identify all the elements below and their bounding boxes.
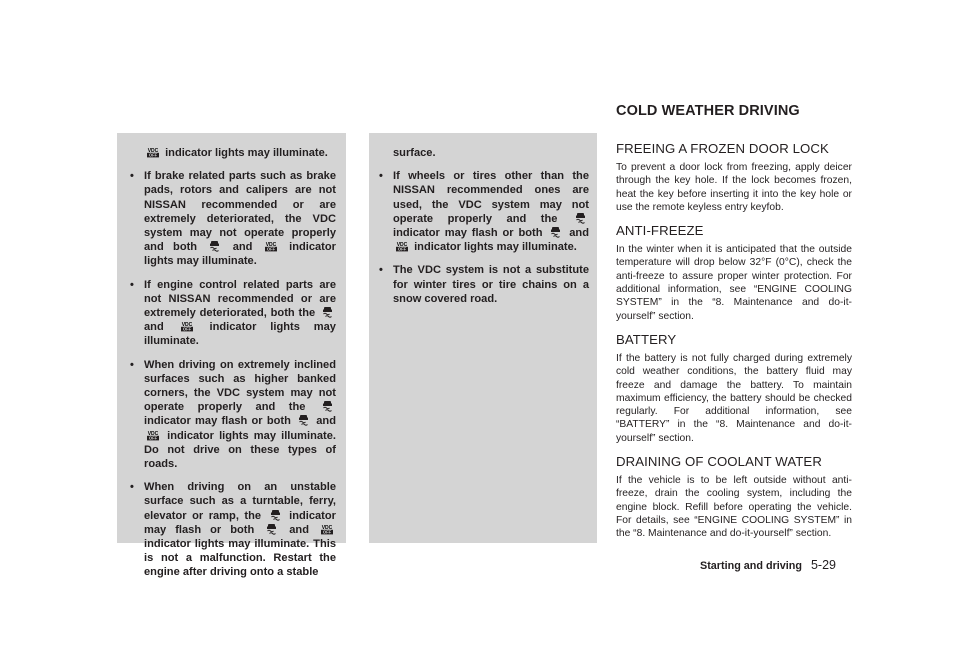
warning-text: If brake related parts such as brake pads, rotors and calipers are not NISSAN recommended or are extremely deteriorated, the VDC system may not operate properly and both xyxy=(144,170,336,254)
warning-paragraph xyxy=(379,146,589,160)
vdc-off-icon xyxy=(146,430,160,441)
subsection-heading: FREEING A FROZEN DOOR LOCK xyxy=(616,141,829,156)
slip-indicator-icon xyxy=(265,523,278,535)
warning-text: indicator lights may illuminate. xyxy=(414,241,577,254)
subsection-body: If the vehicle is to be left outside without anti-freeze, drain the cooling system, including the engine block. Refill before operating the vehicle. For details, see “ENGINE COOLING SYSTEM” in the “8. Maintenance and do-it-yourself” section. xyxy=(616,475,852,540)
warning-paragraph xyxy=(130,146,336,160)
warning-text: and xyxy=(569,227,589,240)
warning-box-middle xyxy=(369,133,597,543)
slip-indicator-icon xyxy=(549,226,562,238)
vdc-off-icon xyxy=(320,524,334,535)
warning-list-item xyxy=(130,169,336,268)
bullet: • xyxy=(379,264,383,277)
subsection-heading: ANTI-FREEZE xyxy=(616,223,704,239)
warning-list-item xyxy=(130,480,336,579)
subsection-body: In the winter when it is anticipated that the outside temperature will drop below 32°F (0°C), check the anti-freeze to assure proper winter protection. For additional information, see “ENGINE COOLING SYSTEM” in the “8. Maintenance and do-it-yourself” section. xyxy=(616,244,852,322)
section-title: COLD WEATHER DRIVING xyxy=(616,103,800,119)
slip-indicator-icon xyxy=(574,212,587,224)
cold-weather-column xyxy=(616,103,852,550)
warning-text: indicator lights may illuminate. This is not a malfunction. Restart the engine after driving onto a stable xyxy=(144,538,336,579)
warning-list-item xyxy=(130,278,336,349)
warning-text: indicator lights may illuminate. xyxy=(144,321,336,348)
slip-indicator-icon xyxy=(208,240,221,252)
warning-text: and xyxy=(316,415,336,428)
warning-text: surface. xyxy=(393,147,436,159)
bullet: • xyxy=(379,170,383,183)
warning-list-item xyxy=(379,169,589,254)
warning-list-item xyxy=(379,263,589,306)
warning-box-left xyxy=(117,133,346,579)
warning-text: When driving on an unstable surface such as a turntable, ferry, elevator or ramp, the xyxy=(144,481,336,522)
warning-text: indicator may flash or both xyxy=(144,509,336,536)
warning-text: indicator may flash or both xyxy=(393,227,543,240)
slip-indicator-icon xyxy=(321,400,334,412)
warning-text: When driving on extremely inclined surfaces such as higher banked corners, the VDC system may not operate properly and the xyxy=(144,358,336,414)
vdc-off-icon xyxy=(264,241,278,252)
vdc-off-icon xyxy=(395,241,409,252)
warning-text: indicator lights may illuminate. xyxy=(144,241,336,268)
warning-text: indicator may flash or both xyxy=(144,415,291,428)
warning-text: indicator lights may illuminate. Do not drive on these types of roads. xyxy=(144,429,336,471)
warning-text: indicator lights may illuminate. xyxy=(165,147,328,159)
bullet: • xyxy=(130,278,134,291)
subsection-heading: DRAINING OF COOLANT WATER xyxy=(616,454,822,470)
vdc-off-icon xyxy=(180,321,194,332)
slip-indicator-icon xyxy=(297,414,310,426)
footer-chapter-label: Starting and driving xyxy=(700,560,802,572)
warning-list-item xyxy=(130,358,336,472)
warning-text: The VDC system is not a substitute for winter tires or tire chains on a snow covered road. xyxy=(393,264,589,305)
subsection-body: If the battery is not fully charged during extremely cold weather conditions, the battery fluid may freeze and damage the battery. To maintain maximum efficiency, the battery should be checked regularly. For additional information, see “BATTERY” in the “8. Maintenance and do-it-yourself” section. xyxy=(616,352,852,444)
vdc-off-icon xyxy=(146,147,160,158)
subsection-body: To prevent a door lock from freezing, apply deicer through the key hole. If the lock becomes frozen, heat the key before inserting it into the key hole or use the remote keyless entry keyfob. xyxy=(616,162,852,213)
warning-text: and xyxy=(232,241,253,254)
warning-text: and xyxy=(144,321,164,334)
slip-indicator-icon xyxy=(321,306,334,318)
warning-text: If wheels or tires other than the NISSAN recommended ones are used, the VDC system may not operate properly and the xyxy=(393,170,589,225)
page-footer xyxy=(700,558,860,572)
warning-text: If engine control related parts are not NISSAN recommended or are extremely deteriorated, both the xyxy=(144,278,336,320)
bullet: • xyxy=(130,358,134,371)
subsection-heading: BATTERY xyxy=(616,331,677,347)
bullet: • xyxy=(130,170,134,183)
bullet: • xyxy=(130,481,134,494)
slip-indicator-icon xyxy=(269,509,282,521)
warning-text: and xyxy=(289,523,309,536)
page-number: 5-29 xyxy=(810,558,837,572)
